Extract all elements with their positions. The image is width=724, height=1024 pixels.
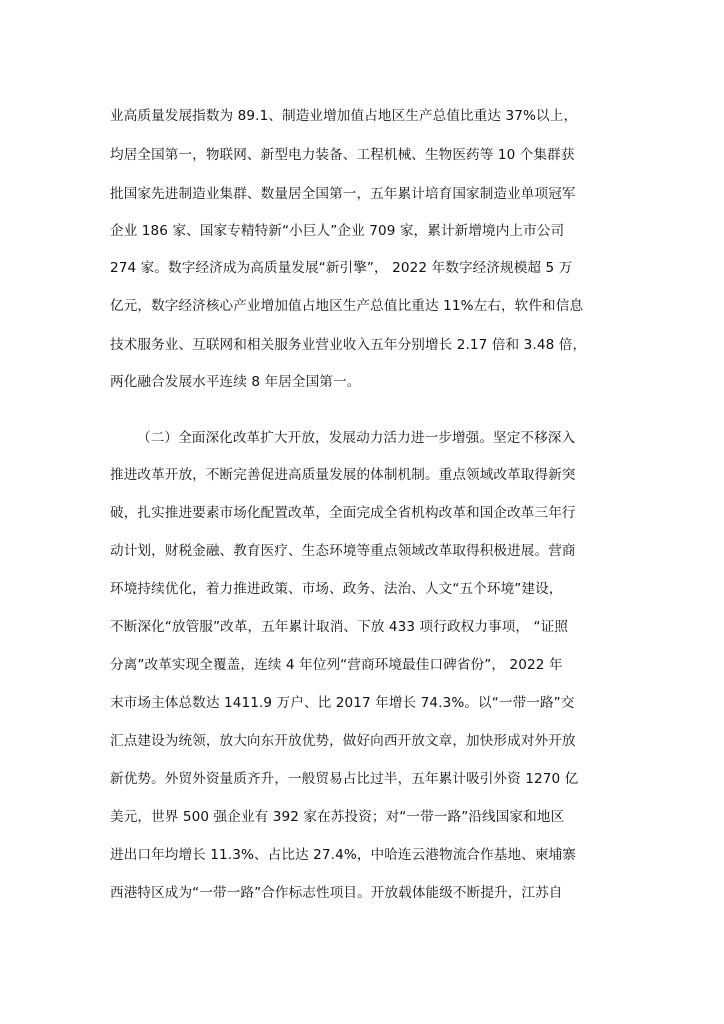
text-line: 美元，世界 500 强企业有 392 家在苏投资；对“一带一路”沿线国家和地区 xyxy=(110,809,565,825)
text-line: 汇点建设为统领，放大向东开放优势，做好向西开放文章，加快形成对外开放 xyxy=(110,733,576,749)
text-line: 破，扎实推进要素市场化配置改革，全面完成全省机构改革和国企改革三年行 xyxy=(110,505,576,521)
text-line: 亿元，数字经济核心产业增加值占地区生产总值比重达 11%左右，软件和信息 xyxy=(110,298,584,314)
text-line: 推进改革开放，不断完善促进高质量发展的体制机制。重点领域改革取得新突 xyxy=(110,467,576,483)
text-line: 分离”改革实现全覆盖，连续 4 年位列“营商环境最佳口碑省份”， 2022 年 xyxy=(110,657,563,673)
text-line: 环境持续优化，着力推进政策、市场、政务、法治、人文“五个环境”建设， xyxy=(110,581,563,597)
text-line: 不断深化“放管服”改革，五年累计取消、下放 433 项行政权力事项， “证照 xyxy=(110,619,569,635)
section-heading-line: （二）全面深化改革扩大开放，发展动力活力进一步增强。坚定不移深入 xyxy=(137,430,576,446)
text-line: 进出口年均增长 11.3%、占比达 27.4%，中哈连云港物流合作基地、柬埔寨 xyxy=(110,847,576,863)
text-line: 西港特区成为“一带一路”合作标志性项目。开放载体能级不断提升，江苏自 xyxy=(110,885,563,901)
text-line: 批国家先进制造业集群、数量居全国第一，五年累计培育国家制造业单项冠军 xyxy=(110,186,576,202)
text-line: 均居全国第一，物联网、新型电力装备、工程机械、生物医药等 10 个集群获 xyxy=(110,147,575,163)
text-line: 技术服务业、互联网和相关服务业营业收入五年分别增长 2.17 倍和 3.48 倍， xyxy=(110,337,587,353)
text-line: 274 家。数字经济成为高质量发展“新引擎”， 2022 年数字经济规模超 5 万 xyxy=(110,260,573,276)
text-line: 业高质量发展指数为 89.1、制造业增加值占地区生产总值比重达 37%以上， xyxy=(110,108,578,124)
text-line: 动计划，财税金融、教育医疗、生态环境等重点领域改革取得积极进展。营商 xyxy=(110,543,576,559)
text-line: 企业 186 家、国家专精特新“小巨人”企业 709 家，累计新增境内上市公司 xyxy=(110,223,565,239)
text-line: 两化融合发展水平连续 8 年居全国第一。 xyxy=(110,374,361,390)
text-line: 新优势。外贸外资量质齐升，一般贸易占比过半，五年累计吸引外资 1270 亿 xyxy=(110,771,579,787)
text-line: 末市场主体总数达 1411.9 万户、比 2017 年增长 74.3%。以“一带一路”交 xyxy=(110,695,575,711)
